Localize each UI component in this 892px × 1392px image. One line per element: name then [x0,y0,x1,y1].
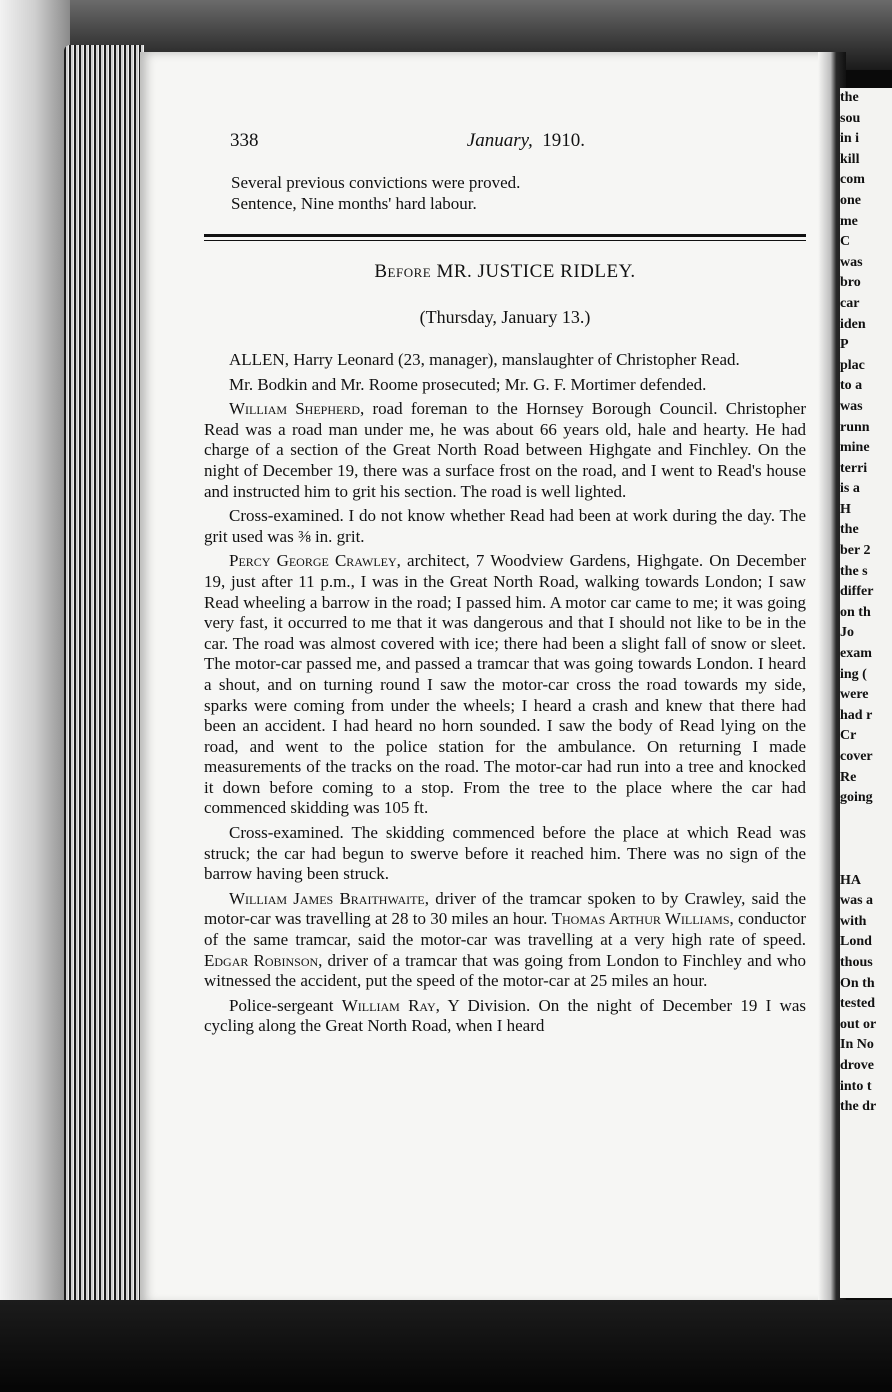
session-date: (Thursday, January 13.) [419,307,591,327]
tail-line: Several previous convictions were proved. [231,173,521,192]
right-page-line-fragment: one [840,192,861,208]
case-title: ALLEN, Harry Leonard (23, manager), manslaughter of Christopher Read. [229,350,740,369]
page-number: 338 [230,130,259,151]
section-rule-thin [204,240,806,241]
right-page-line-fragment: runn [840,419,870,435]
counsel-paragraph: Mr. Bodkin and Mr. Roome prosecuted; Mr. G. F. Mortimer defended. [229,374,707,394]
case-body [204,350,806,1041]
right-page-fragment [840,88,892,1298]
right-page-line-fragment: was [840,398,863,414]
right-page-line-fragment: in i [840,131,860,147]
judge-heading-name: MR. JUSTICE RIDLEY. [431,261,636,282]
testimony-paragraph [204,399,806,502]
running-head [467,130,585,152]
right-page-line-fragment [840,850,892,871]
testimony-paragraph [204,889,806,992]
judge-heading-prefix: Before [374,261,432,282]
right-page-line-fragment: kill [840,151,860,167]
right-page-line-fragment: drove [840,1057,874,1073]
right-page-line-fragment: Jo [840,625,854,641]
right-page-line-fragment: had r [840,707,873,723]
testimony-text: Y Division. On the night of December 19 I was cycling along the Great North Road, when I heard [204,995,807,1036]
testimony-text: road foreman to the Hornsey Borough Council. Christopher Read was a road man under me, he was about 66 years old, hale and hearty. He had charge of a section of the Great North Road between Highgate and Finchley. On the night of December 19, there was a surface frost on the road, and I went to Read's house and instructed him to grit his section. The road is well lighted. [204,399,806,501]
tail-line: Sentence, Nine months' hard labour. [231,194,477,213]
right-page-line-fragment: P [840,337,849,353]
right-page-line-fragment: bro [840,275,861,291]
right-page-line-fragment: to a [840,378,863,394]
right-page-line-fragment: Re [840,769,857,785]
witness-name: Percy George Crawley, [229,551,401,571]
right-page-line-fragment: the [840,522,859,538]
right-page-line-fragment: the [840,90,859,105]
right-page-line-fragment: H [840,501,851,517]
right-page-line-fragment [840,809,892,830]
right-page-line-fragment: ing ( [840,666,867,682]
right-page-line-fragment: out or [840,1016,877,1032]
right-page-line-fragment: plac [840,357,865,373]
running-head-year: 1910. [542,130,585,151]
right-page-line-fragment: ber 2 [840,543,871,559]
right-page-line-fragment: differ [840,584,874,600]
right-page-line-fragment: Cr [840,728,857,744]
right-page-line-fragment: going [840,790,873,806]
previous-case-tail [231,172,631,214]
right-page-line-fragment: thous [840,954,873,970]
witness-name: Edgar Robinson, [204,950,323,970]
right-page-line-fragment: sou [840,110,861,126]
book-spine-edge [0,0,70,1392]
testimony-text: driver of the tramcar spoken to by Crawley, said the motor-car was travelling at 28 to 30 miles an hour. [204,888,806,929]
right-page-line-fragment: In No [840,1037,874,1053]
right-page-line-fragment: the s [840,563,868,579]
right-page-line-fragment: with [840,913,867,929]
scanner-bottom-band [0,1300,892,1392]
right-page-line-fragment: On th [840,975,875,991]
section-rule-thick [204,234,806,237]
right-page-line-fragment: tested [840,996,875,1012]
witness-name: William Shepherd, [229,399,365,419]
right-page-line-fragment: is a [840,481,860,497]
testimony-text: conductor of the same tramcar, said the motor-car was travelling at a very high rate of speed. [204,909,807,950]
right-page-line-fragment: terri [840,460,868,476]
testimony-text: Police-sergeant [229,995,342,1015]
cross-examination-paragraph: Cross-examined. The skidding commenced before the place at which Read was struck; the car had begun to swerve before it reached him. There was no sign of the barrow having been struck. [204,823,806,884]
judge-heading [204,261,806,283]
right-page-line-fragment: on th [840,604,871,620]
right-page-line-fragment: cover [840,749,873,764]
right-page-line-fragment: iden [840,316,866,332]
right-page-line-fragment: HA [840,872,861,888]
right-page-line-fragment: com [840,172,865,188]
right-page-line-fragment [840,829,892,850]
right-page-line-fragment: me [840,213,858,229]
testimony-paragraph [204,551,806,819]
right-page-line-fragment: mine [840,440,870,456]
right-page-line-fragment: was [840,254,863,270]
right-page-line-fragment: the dr [840,1099,877,1115]
witness-name: William Ray, [341,995,440,1015]
right-page-line-fragment: C [840,234,851,250]
testimony-text: driver of a tramcar that was going from London to Finchley and who witnessed the accident, put the speed of the motor-car at 25 miles an hour. [204,950,806,991]
testimony-paragraph [204,996,806,1037]
right-page-line-fragment: exam [840,646,872,662]
right-page-line-fragment: Lond [840,934,872,950]
right-page-line-fragment: was a [840,893,874,909]
right-page-line-fragment: into t [840,1078,872,1094]
page-header [230,130,585,156]
witness-name: Thomas Arthur Williams, [551,909,734,929]
cross-examination-paragraph: Cross-examined. I do not know whether Read had been at work during the day. The grit used was ⅜ in. grit. [204,506,806,546]
stacked-page-edges [64,45,144,1305]
witness-name: William James Braithwaite, [229,888,430,908]
right-page-line-fragment: car [840,295,860,311]
running-head-month: January, [466,130,533,151]
testimony-text: architect, 7 Woodview Gardens, Highgate. On December 19, just after 11 p.m., I was in the Great North Road, walking towards London; I saw Read wheeling a barrow in the road; I passed him. A motor car came to me; it was going very fast, it occurred to me that it was dangerous and that I should not like to be in the car. The road was almost covered with ice; there had been a slight fall of snow or sleet. The motor-car passed me, and passed a tramcar that was going towards London. I heard a shout, and on turning round I saw the motor-car cross the road towards my side, sparks were coming from under the wheels; I heard a crash and knew that there had been an accident. I had heard no horn sounded. I saw the body of Read lying on the road, and went to the police station for the ambulance. On returning I made measurements of the tracks on the road. The motor-car had run into a tree and knocked it down before coming to a stop. From the tree to the place where the car had commenced skidding was 105 ft. [204,551,806,818]
right-page-line-fragment: were [840,687,869,703]
